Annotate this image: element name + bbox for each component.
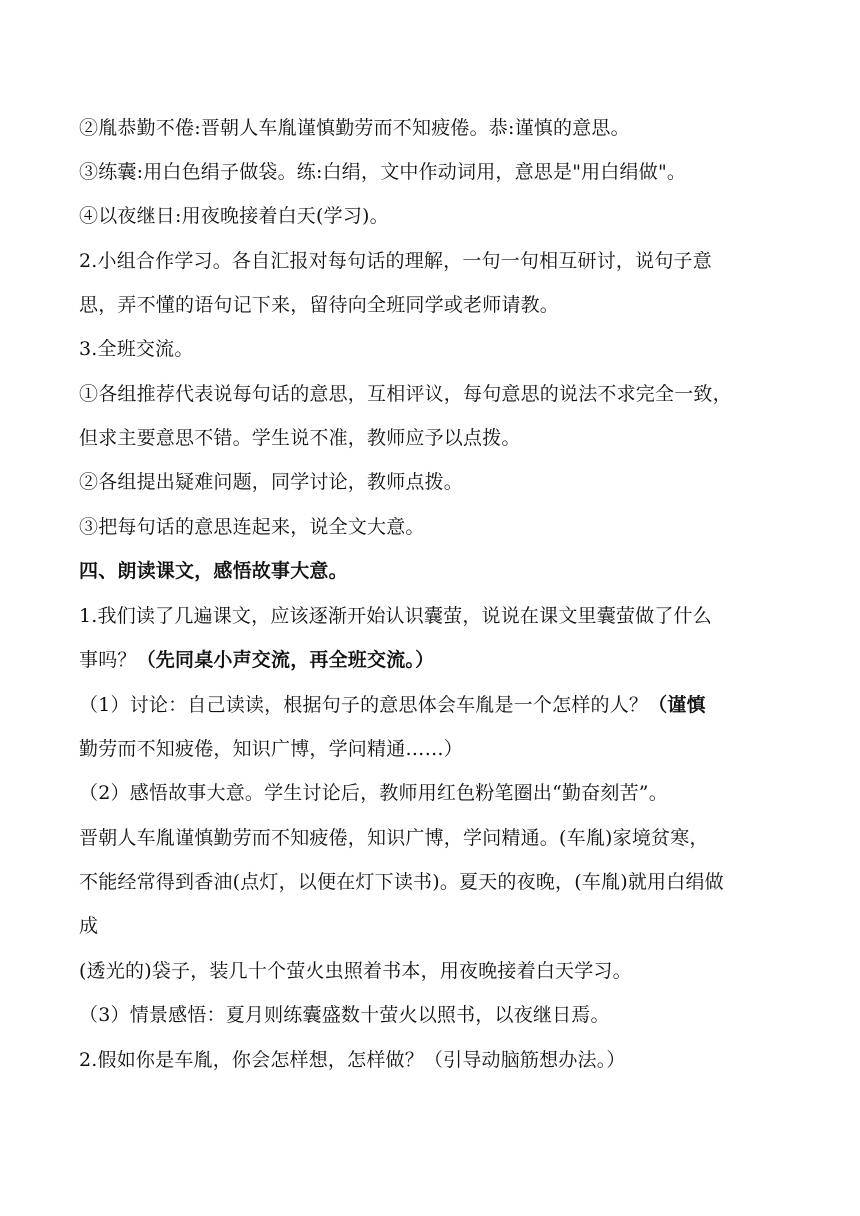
text-line-18: 不能经常得到香油(点灯，以便在灯下读书)。夏天的夜晚，(车胤)就用白绢做 <box>79 871 724 893</box>
text-line-4: 2.小组合作学习。各自汇报对每句话的理解，一句一句相互研讨，说句子意 <box>79 250 712 272</box>
text-line-17: 晋朝人车胤谨慎勤劳而不知疲倦，知识广博，学问精通。(车胤)家境贫寒， <box>79 827 709 849</box>
text-line-10: ③把每句话的意思连起来，说全文大意。 <box>79 516 425 538</box>
text-line-20: (透光的)袋子，装几十个萤火虫照着书本，用夜晚接着白天学习。 <box>79 960 632 982</box>
text-line-6: 3.全班交流。 <box>79 338 194 360</box>
text-line-13 <box>79 647 779 673</box>
text-line-13-bold: （先同桌小声交流，再全班交流。） <box>136 649 435 671</box>
text-line-21: （3）情景感悟：夏月则练囊盛数十萤火以照书，以夜继日焉。 <box>79 1004 610 1026</box>
text-line-16: （2）感悟故事大意。学生讨论后，教师用红色粉笔圈出“勤奋刻苦”。 <box>79 782 668 804</box>
text-line-19: 成 <box>79 915 99 937</box>
text-line-13-prefix: 事吗？ <box>79 649 137 671</box>
text-line-14-bold: （谨慎 <box>648 694 706 716</box>
text-line-2: ③练囊:用白色绢子做袋。练:白绢，文中作动词用，意思是"用白绢做"。 <box>79 161 687 183</box>
text-line-3: ④以夜继日:用夜晚接着白天(学习)。 <box>79 205 389 227</box>
text-line-22: 2.假如你是车胤，你会怎样想，怎样做？（引导动脑筋想办法。） <box>79 1049 626 1071</box>
text-line-1: ②胤恭勤不倦:晋朝人车胤谨慎勤劳而不知疲倦。恭:谨慎的意思。 <box>79 117 630 139</box>
text-line-12: 1.我们读了几遍课文，应该逐渐开始认识囊萤，说说在课文里囊萤做了什么 <box>79 605 712 627</box>
text-line-7: ①各组推荐代表说每句话的意思，互相评议，每句意思的说法不求完全一致， <box>79 383 732 405</box>
text-line-5: 思，弄不懂的语句记下来，留待向全班同学或老师请教。 <box>79 294 560 316</box>
text-line-15: 勤劳而不知疲倦，知识广博，学问精通……） <box>79 738 464 760</box>
text-line-14-prefix: （1）讨论：自己读读，根据句子的意思体会车胤是一个怎样的人？ <box>79 694 649 716</box>
text-line-9: ②各组提出疑难问题，同学讨论，教师点拨。 <box>79 471 464 493</box>
text-line-8: 但求主要意思不错。学生说不准，教师应予以点拨。 <box>79 427 521 449</box>
section-heading: 四、朗读课文，感悟故事大意。 <box>79 560 348 582</box>
text-line-14 <box>79 692 779 718</box>
